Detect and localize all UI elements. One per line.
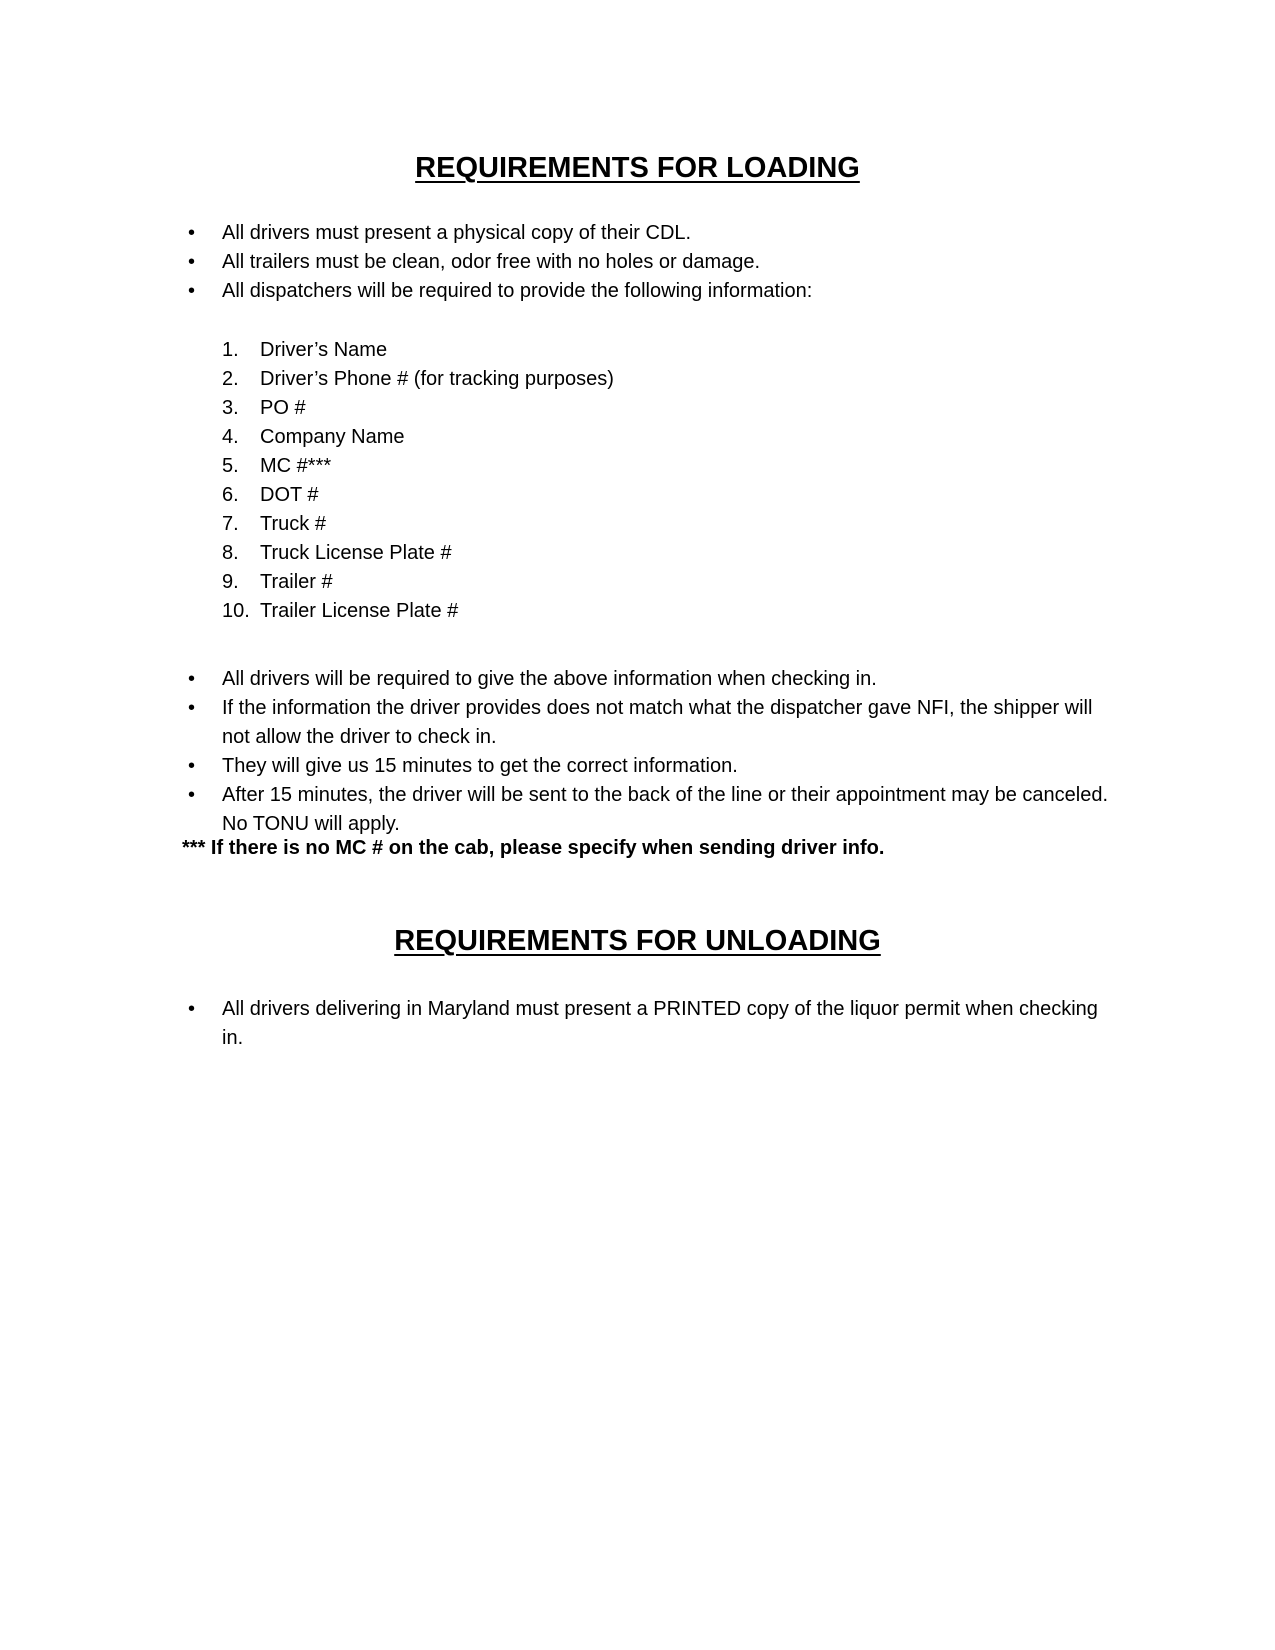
bullet-icon: • xyxy=(188,784,196,806)
loading-title: REQUIREMENTS FOR LOADING xyxy=(415,152,860,184)
check-in-rules-list xyxy=(188,665,1122,839)
bullet-icon: • xyxy=(188,280,196,302)
list-item: 5. MC #*** xyxy=(222,455,332,477)
list-item: 6. DOT # xyxy=(222,484,319,506)
list-item: • All drivers must present a physical copy of their CDL. xyxy=(222,219,1122,248)
list-item: 9. Trailer # xyxy=(222,571,333,593)
list-item: • All dispatchers will be required to provide the following information: xyxy=(222,277,1122,306)
list-item: 4. Company Name xyxy=(222,426,405,448)
bullet-icon: • xyxy=(188,697,196,719)
list-item: 2. Driver’s Phone # (for tracking purposes) xyxy=(222,368,614,390)
bullet-icon: • xyxy=(188,755,196,777)
mc-note xyxy=(182,834,884,863)
list-item: 10. Trailer License Plate # xyxy=(222,600,459,622)
list-item: 7. Truck # xyxy=(222,513,326,535)
list-item: • They will give us 15 minutes to get the correct information. xyxy=(222,752,1122,781)
list-item: 8. Truck License Plate # xyxy=(222,542,452,564)
list-item: • All drivers delivering in Maryland must present a PRINTED copy of the liquor permit when checking in. xyxy=(222,995,1122,1053)
list-item: 1. Driver’s Name xyxy=(222,339,388,361)
note-prefix: *** xyxy=(182,837,206,859)
list-item: • If the information the driver provides does not match what the dispatcher gave NFI, the shipper will not allow the driver to check in. xyxy=(222,694,1122,752)
unloading-requirements-list xyxy=(188,995,1122,1053)
bullet-icon: • xyxy=(188,251,196,273)
bullet-icon: • xyxy=(188,222,196,244)
list-item: • After 15 minutes, the driver will be sent to the back of the line or their appointment may be canceled. No TONU will apply. xyxy=(222,781,1122,839)
note-text: If there is no MC # on the cab, please specify when sending driver info. xyxy=(210,837,885,859)
loading-requirements-list xyxy=(188,219,1122,306)
bullet-icon: • xyxy=(188,998,196,1020)
dispatcher-info-list xyxy=(222,336,614,626)
list-item: 3. PO # xyxy=(222,397,306,419)
list-item: • All drivers will be required to give the above information when checking in. xyxy=(222,665,1122,694)
unloading-title: REQUIREMENTS FOR UNLOADING xyxy=(394,925,881,957)
list-item: • All trailers must be clean, odor free with no holes or damage. xyxy=(222,248,1122,277)
bullet-icon: • xyxy=(188,668,196,690)
